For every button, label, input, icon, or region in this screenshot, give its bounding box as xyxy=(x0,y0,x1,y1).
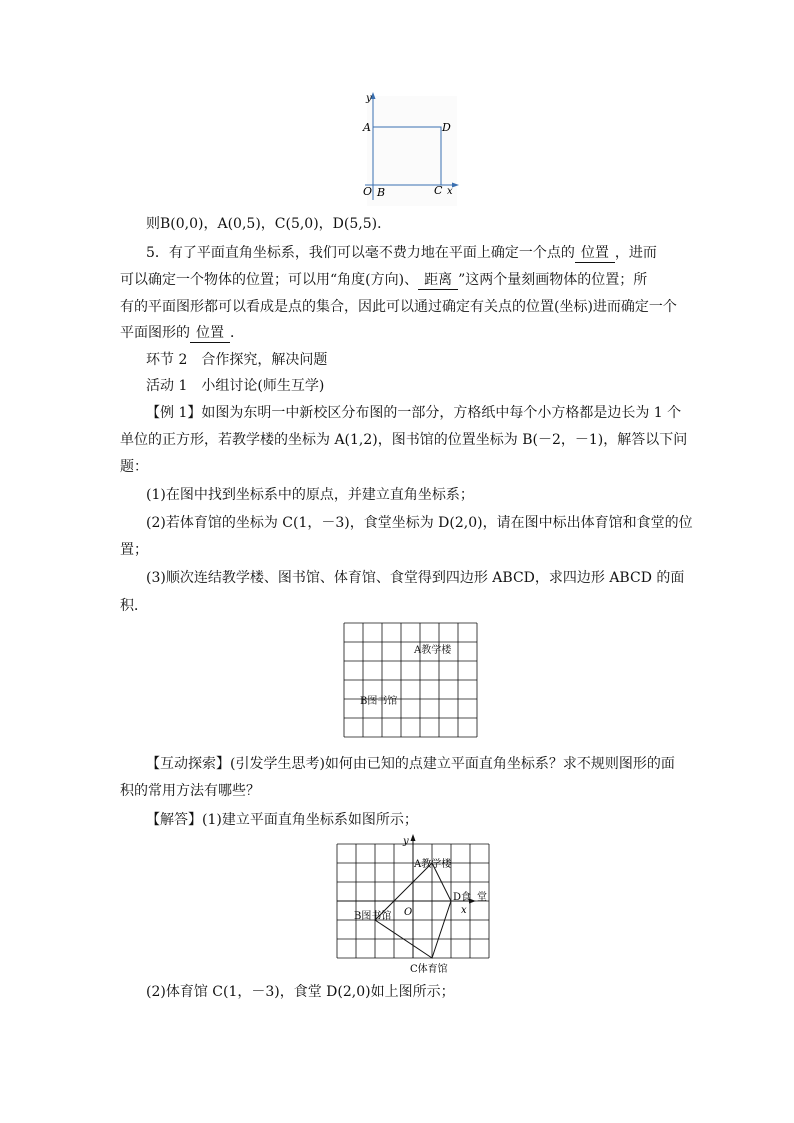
answer-line: 则B(0,0)，A(0,5)，C(5,0)，D(5,5)． xyxy=(146,216,392,232)
explore-line-2: 积的常用方法有哪些？ xyxy=(120,783,260,799)
grid2-x-label: x xyxy=(461,905,467,916)
example-part-1: (1)在图中找到坐标系中的原点，并建立直角坐标系； xyxy=(146,487,474,503)
grid1-library-teaching-label: A教学楼 xyxy=(414,645,452,656)
grid2-library-label: B图书馆 xyxy=(354,911,392,922)
grid2-gym-label: C体育馆 xyxy=(410,964,448,975)
example-part-2a: (2)若体育馆的坐标为 C(1，－3)，食堂坐标为 D(2,0)，请在图中标出体育馆和食堂的位 xyxy=(146,515,693,531)
section-title: 环节 2 合作探究，解决问题 xyxy=(146,352,328,368)
point-B-label: B xyxy=(377,186,386,199)
y-axis-label: y xyxy=(366,93,372,104)
blank-position-1: 位置 xyxy=(575,245,615,263)
solution-line-1: 【解答】(1)建立平面直角坐标系如图所示； xyxy=(146,812,418,828)
point-A-label: A xyxy=(363,121,371,134)
grid2-canteen-label-2: 堂 xyxy=(477,892,487,903)
explore-line-1: 【互动探索】(引发学生思考)如何由已知的点建立平面直角坐标系？求不规则图形的面 xyxy=(146,756,675,772)
point-C-label: C xyxy=(434,184,443,197)
example-line-3: 题： xyxy=(120,459,148,475)
blank-position-2: 位置 xyxy=(190,325,230,343)
grid2-origin-label: O xyxy=(404,907,413,918)
grid2-canteen-label-1: D食 xyxy=(453,892,472,903)
example-line-1: 【例 1】如图为东明一中新校区分布图的一部分，方格纸中每个小方格都是边长为 1 个 xyxy=(146,405,682,421)
grid2-teaching-building-label: A教学楼 xyxy=(414,859,452,870)
q5-line-2: 可以确定一个物体的位置；可以用“角度(方向)、 距离 ”这两个量刻画物体的位置；所 xyxy=(120,272,648,288)
campus-grid-figure xyxy=(340,620,482,742)
origin-label: O xyxy=(363,185,373,198)
grid2-y-label: y xyxy=(403,836,409,847)
coordinate-grid-figure xyxy=(332,830,492,978)
point-D-label: D xyxy=(442,121,451,134)
solution-line-2: (2)体育馆 C(1，－3)，食堂 D(2,0)如上图所示； xyxy=(146,984,455,1000)
example-part-2b: 置； xyxy=(120,542,148,558)
grid1-library-label: B图书馆 xyxy=(360,696,398,707)
example-line-2: 单位的正方形，若教学楼的坐标为 A(1,2)，图书馆的位置坐标为 B(－2，－1)，解答以下问 xyxy=(120,432,688,448)
x-axis-label: x xyxy=(447,186,453,197)
example-part-3b: 积． xyxy=(120,598,148,614)
q5-line-1: 5．有了平面直角坐标系，我们可以毫不费力地在平面上确定一个点的 位置 ，进而 xyxy=(146,245,657,261)
q5-line-4: 平面图形的 位置 ． xyxy=(120,325,244,341)
q5-line-3: 有的平面图形都可以看成是点的集合，因此可以通过确定有关点的位置(坐标)进而确定一个 xyxy=(120,299,677,315)
blank-distance: 距离 xyxy=(418,272,458,290)
example-part-3a: (3)顺次连结教学楼、图书馆、体育馆、食堂得到四边形 ABCD，求四边形 ABCD 的面 xyxy=(146,570,685,586)
activity-title: 活动 1 小组讨论(师生互学) xyxy=(146,378,325,394)
axes-rectangle-figure xyxy=(355,90,465,210)
